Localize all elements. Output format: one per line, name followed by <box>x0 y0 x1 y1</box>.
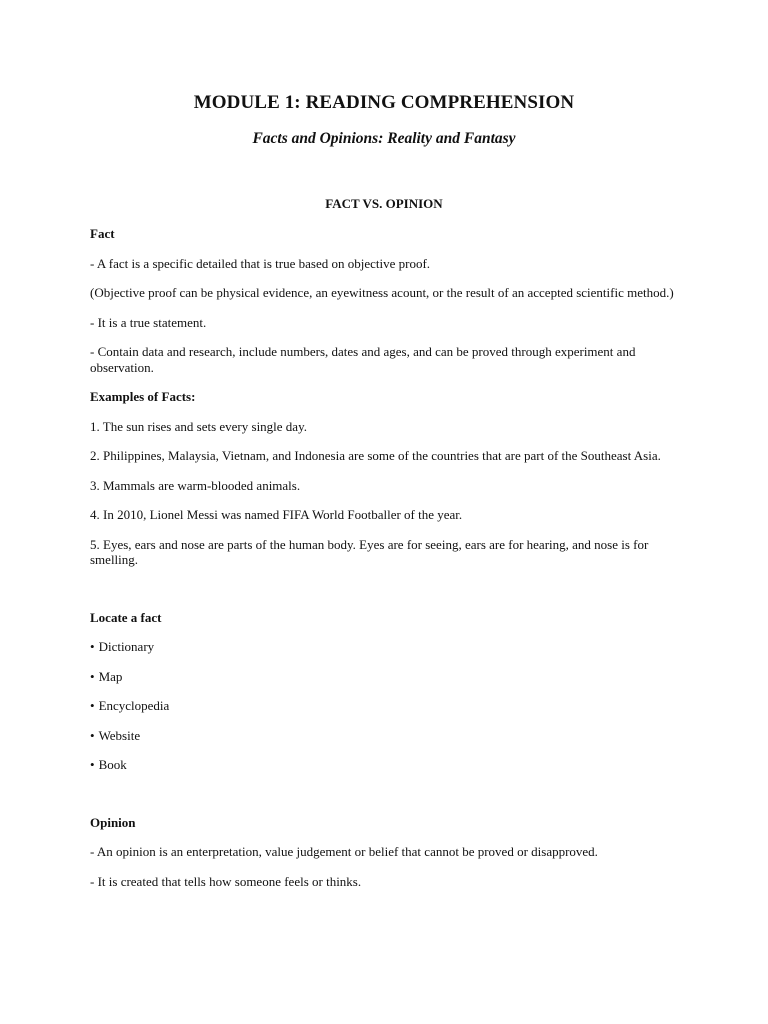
page-subtitle: Facts and Opinions: Reality and Fantasy <box>252 130 516 147</box>
example-item: 2. Philippines, Malaysia, Vietnam, and Indonesia are some of the countries that are part of the Southeast Asia. <box>90 448 661 463</box>
locate-item <box>90 669 680 685</box>
document-body <box>90 226 680 903</box>
locate-heading: Locate a fact <box>90 609 162 625</box>
locate-item <box>90 728 680 744</box>
locate-item-label: Website <box>98 727 141 743</box>
examples-heading: Examples of Facts: <box>90 389 196 404</box>
opinion-point: - It is created that tells how someone feels or thinks. <box>90 873 362 889</box>
example-item: 1. The sun rises and sets every single day. <box>90 418 307 434</box>
spacer <box>90 787 680 815</box>
fact-note: (Objective proof can be physical evidence, an eyewitness acount, or the result of an accepted scientific method.) <box>90 285 674 300</box>
locate-item <box>90 639 680 655</box>
locate-item-label: Book <box>98 757 127 772</box>
fact-heading: Fact <box>90 226 115 241</box>
fact-definition: - A fact is a specific detailed that is true based on objective proof. <box>90 255 431 271</box>
opinion-heading: Opinion <box>90 814 136 830</box>
opinion-point: - An opinion is an enterpretation, value judgement or belief that cannot be proved or disapproved. <box>90 844 598 859</box>
example-item: 5. Eyes, ears and nose are parts of the human body. Eyes are for seeing, ears are for hearing, and nose is for smelling. <box>90 536 649 567</box>
page-title: MODULE 1: READING COMPREHENSION <box>193 92 575 113</box>
locate-item-label: Encyclopedia <box>98 698 170 713</box>
spacer <box>90 582 680 610</box>
locate-item <box>90 757 680 773</box>
example-item: 3. Mammals are warm-blooded animals. <box>90 477 301 493</box>
section-heading: FACT VS. OPINION <box>325 196 443 211</box>
fact-point: - Contain data and research, include numbers, dates and ages, and can be proved through experiment and observation. <box>90 344 636 375</box>
locate-item-label: Map <box>98 668 123 684</box>
locate-item-label: Dictionary <box>98 639 155 654</box>
locate-item <box>90 698 680 714</box>
fact-point: - It is a true statement. <box>90 314 207 330</box>
example-item: 4. In 2010, Lionel Messi was named FIFA World Footballer of the year. <box>90 507 463 522</box>
